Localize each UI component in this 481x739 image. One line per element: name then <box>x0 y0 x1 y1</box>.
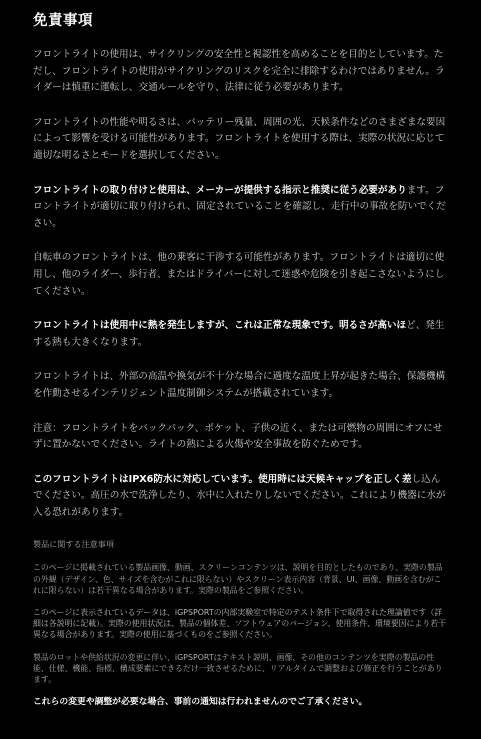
paragraph-text: し込んでください。高圧の水で洗浄したり、水中に入れたりしないでください。これにより機器に水が入る恐れがあります。 <box>33 473 446 518</box>
product-note: このページに表示されているデータは、iGPSPORTの内部実験室で特定のテスト条件下で取得された理論値です（詳細は各説明に記載）。実際の使用状況は、製品の個体差、ソフトウェアのバージョン、使用条件、環境要因により若干異なる場合があります。実際の使用に基づくものをご参照ください。 <box>33 608 446 640</box>
disclaimer-paragraph <box>33 472 447 522</box>
paragraph-text: 注意：フロントライトをバックパック、ポケット、子供の近く、または可燃物の周囲にオフにせずに置かないでください。ライトの熱による火傷や安全事故を防ぐためです。 <box>33 422 443 451</box>
paragraph-lead: フロントライトの取り付けと使用は、メーカーが提供する指示と推奨に従う必要があり <box>33 184 407 196</box>
product-note: このページに掲載されている製品画像、動画、スクリーンコンテンツは、説明を目的としたものであり、実際の製品の外観（デザイン、色、サイズを含むがこれに限らない）やスクリーン表示内容（背景、UI、画像、動画を含むがこれに限らない）は若干異なる場合があります。実際の製品をご参照ください。 <box>33 563 443 595</box>
product-notice-header: 製品に関する注意事項 <box>33 539 114 550</box>
paragraph-lead: このフロントライトはIPX6防水に対応しています。使用時には天候キャップを正しく差 <box>33 473 412 485</box>
disclaimer-paragraph <box>33 421 447 454</box>
final-notice: これらの変更や調整が必要な場合、事前の通知は行われませんのでご了承ください。 <box>33 697 368 708</box>
disclaimer-paragraph <box>33 369 447 402</box>
paragraph-text: ます。フロントライトが適切に取り付けられ、固定されていることを確認し、走行中の事故を防いでください。 <box>33 184 446 229</box>
disclaimer-paragraph <box>33 47 447 97</box>
disclaimer-paragraph <box>33 115 447 165</box>
product-note: 製品のロットや供給状況の変更に伴い、iGPSPORTはテキスト説明、画像、その他のコンテンツを実際の製品の性能、仕様、機能、指標、構成要素にできるだけ一致させるために、リアルタイムで調整および修正を行うことがあります。 <box>33 652 443 685</box>
disclaimer-body <box>33 47 447 708</box>
disclaimer-paragraph <box>33 318 447 351</box>
disclaimer-paragraph <box>33 183 447 233</box>
disclaimer-paragraph <box>33 250 447 300</box>
paragraph-lead: フロントライトは使用中に熱を発生しますが、これは正常な現象です。明るさが高いほ <box>33 320 407 332</box>
page-title: 免責事項 <box>33 13 93 29</box>
paragraph-text: 自転車のフロントライトは、他の乗客に干渉する可能性があります。フロントライトは適切に使用し、他のライダー、歩行者、またはドライバーに対して迷惑や危険を引き起こさないようにしてください。 <box>33 252 445 297</box>
paragraph-text: フロントライトの性能や明るさは、バッテリー残量、周囲の光、天候条件などのさまざまな要因によって影響を受ける可能性があります。フロントライトを使用する際は、実際の状況に応じて適切な明るさとモードを選択してください。 <box>33 116 446 161</box>
paragraph-text: フロントライトの使用は、サイクリングの安全性と視認性を高めることを目的としています。ただし、フロントライトの使用がサイクリングのリスクを完全に排除するわけではありません。ライダーは慎重に運転し、交通ルールを守り、法律に従う必要があります。 <box>33 49 445 94</box>
paragraph-text: フロントライトは、外部の高温や換気が不十分な場合に過度な温度上昇が起きた場合、保護機構を作動させるインテリジェント温度制御システムが搭載されています。 <box>33 371 446 399</box>
paragraph-text: ど、発生する熱も大きくなります。 <box>33 320 445 348</box>
